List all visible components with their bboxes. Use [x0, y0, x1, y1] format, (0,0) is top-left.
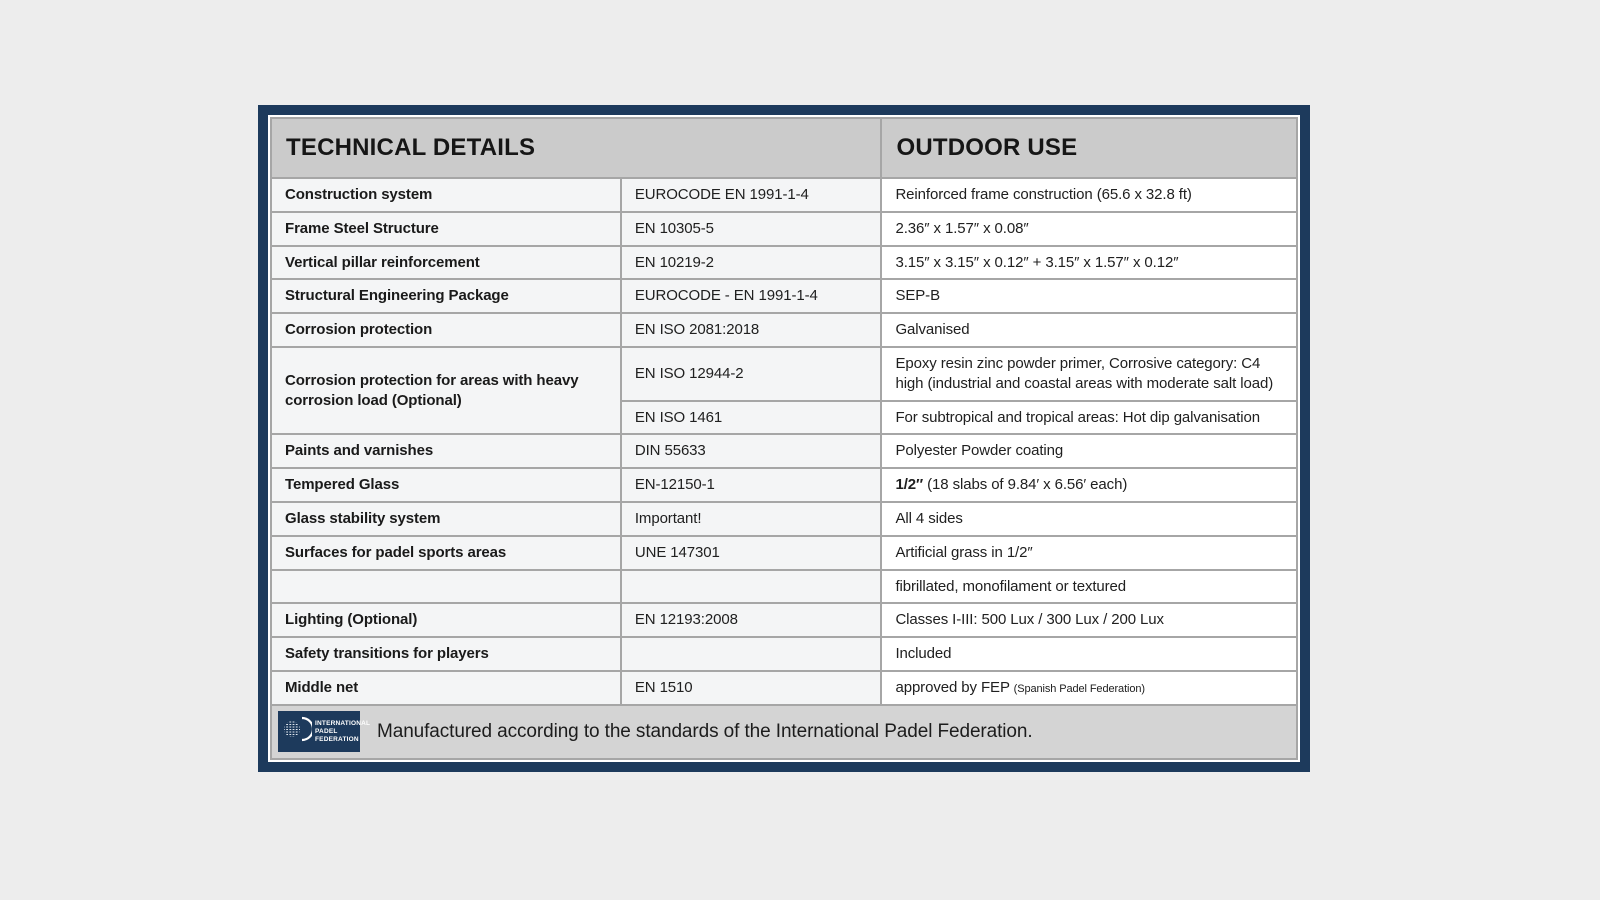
spec-value: Epoxy resin zinc powder primer, Corrosive category: C4 high (industrial and coastal areas with moderate salt load): [881, 347, 1297, 401]
spec-value: 3.15″ x 3.15″ x 0.12″ + 3.15″ x 1.57″ x 0.12″: [881, 246, 1297, 280]
table-row: [271, 434, 1297, 468]
table-row: [271, 637, 1297, 671]
glass-thickness-bold: 1/2″: [895, 476, 924, 494]
spec-label: Construction system: [271, 178, 621, 212]
table-row: [271, 570, 1297, 604]
glass-thickness-detail: (18 slabs of 9.84′ x 6.56′ each): [923, 476, 1128, 494]
spec-value: All 4 sides: [881, 502, 1297, 536]
spec-value: SEP-B: [881, 279, 1297, 313]
table-row: [271, 178, 1297, 212]
spec-standard: EN 12193:2008: [621, 603, 882, 637]
middle-net-approval: approved by FEP: [895, 678, 1014, 696]
spec-label: Surfaces for padel sports areas: [271, 536, 621, 570]
spec-standard: EN ISO 2081:2018: [621, 313, 882, 347]
spec-label: Middle net: [271, 671, 621, 705]
table-row: [271, 536, 1297, 570]
spec-label: Lighting (Optional): [271, 603, 621, 637]
logo-line-3: FEDERATION: [315, 735, 359, 743]
spec-value: [881, 671, 1297, 705]
spec-label: Structural Engineering Package: [271, 279, 621, 313]
spec-label: Safety transitions for players: [271, 637, 621, 671]
logo-text: [315, 720, 370, 744]
logo-line-2: PADEL: [315, 727, 338, 735]
spec-value: Classes I-III: 500 Lux / 300 Lux / 200 Lux: [881, 603, 1297, 637]
spec-table: [270, 117, 1298, 760]
spec-value: 2.36″ x 1.57″ x 0.08″: [881, 212, 1297, 246]
footer: [278, 711, 1290, 752]
international-padel-federation-logo: [278, 711, 371, 752]
spec-standard: EN ISO 12944-2: [621, 347, 882, 401]
spec-value: Polyester Powder coating: [881, 434, 1297, 468]
spec-value: For subtropical and tropical areas: Hot dip galvanisation: [881, 401, 1297, 435]
spec-standard: [621, 570, 882, 604]
table-header-row: [271, 118, 1297, 178]
spec-standard: EN 10305-5: [621, 212, 882, 246]
spec-standard: UNE 147301: [621, 536, 882, 570]
logo-line-1: INTERNATIONAL: [315, 719, 371, 727]
spec-value: fibrillated, monofilament or textured: [881, 570, 1297, 604]
spec-standard: EN ISO 1461: [621, 401, 882, 435]
spec-label: Paints and varnishes: [271, 434, 621, 468]
spec-value: Included: [881, 637, 1297, 671]
spec-label: [271, 570, 621, 604]
table-row: [271, 279, 1297, 313]
spec-standard: [621, 637, 882, 671]
spec-label: Vertical pillar reinforcement: [271, 246, 621, 280]
spec-standard: DIN 55633: [621, 434, 882, 468]
spec-label: Tempered Glass: [271, 468, 621, 502]
spec-standard: EUROCODE - EN 1991-1-4: [621, 279, 882, 313]
spec-standard: Important!: [621, 502, 882, 536]
spec-value: Artificial grass in 1/2″: [881, 536, 1297, 570]
header-outdoor-use: OUTDOOR USE: [881, 118, 1297, 178]
spec-value: Reinforced frame construction (65.6 x 32.8 ft): [881, 178, 1297, 212]
table-row: [271, 468, 1297, 502]
middle-net-approval-note: (Spanish Padel Federation): [1013, 682, 1145, 695]
table-row: [271, 603, 1297, 637]
spec-value: [881, 468, 1297, 502]
table-row: [271, 246, 1297, 280]
header-technical-details: TECHNICAL DETAILS: [271, 118, 881, 178]
table-row: [271, 313, 1297, 347]
globe-icon: [282, 714, 312, 750]
spec-label: Corrosion protection for areas with heavy corrosion load (Optional): [271, 347, 621, 434]
table-row: [271, 502, 1297, 536]
spec-label: Glass stability system: [271, 502, 621, 536]
table-row: [271, 212, 1297, 246]
spec-label: Frame Steel Structure: [271, 212, 621, 246]
table-row: [271, 347, 1297, 401]
spec-standard: EUROCODE EN 1991-1-4: [621, 178, 882, 212]
spec-label: Corrosion protection: [271, 313, 621, 347]
technical-details-table: [258, 105, 1310, 772]
spec-standard: EN-12150-1: [621, 468, 882, 502]
spec-value: Galvanised: [881, 313, 1297, 347]
spec-standard: EN 10219-2: [621, 246, 882, 280]
table-footer-row: [271, 705, 1297, 759]
table-row: [271, 671, 1297, 705]
spec-standard: EN 1510: [621, 671, 882, 705]
footer-statement: Manufactured according to the standards of the International Padel Federation.: [377, 721, 1033, 743]
